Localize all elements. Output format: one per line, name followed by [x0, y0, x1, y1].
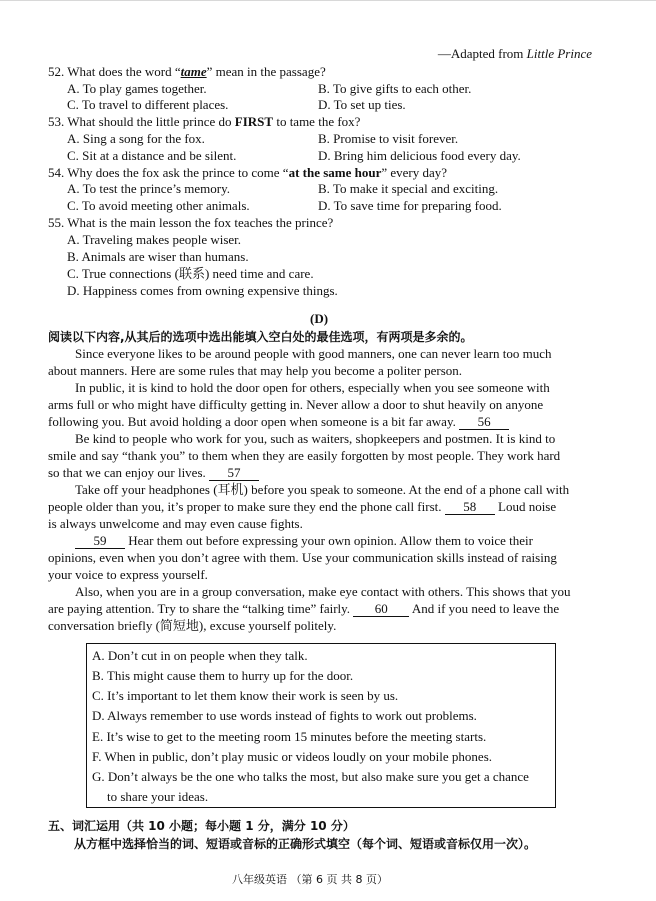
passage-p5-line1: 59 Hear them out before expressing your own opinion. Allow them to voice their	[75, 533, 533, 549]
option-box-a[interactable]: A. Don’t cut in on people when they talk.	[92, 648, 308, 663]
option-55a[interactable]: A. Traveling makes people wiser.	[67, 232, 242, 247]
passage-p3-line1: Be kind to people who work for you, such as waiters, shopkeepers and postmen. It is kind to	[75, 431, 556, 446]
option-box-c[interactable]: C. It’s important to let them know their work is seen by us.	[92, 688, 399, 703]
keyword-same-hour: at the same hour	[288, 165, 382, 180]
option-54c[interactable]: C. To avoid meeting other animals.	[67, 198, 250, 213]
passage-p6-line3: conversation briefly (简短地), excuse yourself politely.	[48, 618, 337, 633]
passage-p6-line2: are paying attention. Try to share the “talking time” fairly. 60 And if you need to leave the	[48, 601, 560, 616]
section-d-instruction: 阅读以下内容,从其后的选项中选出能填入空白处的最佳选项，有两项是多余的。	[48, 330, 473, 344]
option-54b[interactable]: B. To make it special and exciting.	[318, 181, 499, 196]
option-55b[interactable]: B. Animals are wiser than humans.	[67, 249, 249, 264]
option-53b[interactable]: B. Promise to visit forever.	[318, 131, 459, 146]
section-d-title: (D)	[310, 311, 329, 326]
section-5-instruction: 从方框中选择恰当的词、短语或音标的正确形式填空（每个词、短语或音标仅用一次）。	[74, 837, 537, 851]
question-54: 54. Why does the fox ask the prince to come “at the same hour” every day?	[48, 165, 448, 180]
passage-p4-line3: is always unwelcome and may even cause fights.	[48, 516, 303, 531]
blank-56[interactable]: 56	[459, 415, 509, 430]
question-52: 52. What does the word “tame” mean in the passage?	[48, 64, 326, 79]
option-box-f[interactable]: F. When in public, don’t play music or videos loudly on your mobile phones.	[92, 749, 492, 764]
option-55c[interactable]: C. True connections (联系) need time and care.	[67, 266, 314, 281]
blank-59[interactable]: 59	[75, 534, 125, 549]
passage-p3-line2: smile and say “thank you” to them when they are easily forgotten by most people. They work hard	[48, 448, 561, 463]
option-53a[interactable]: A. Sing a song for the fox.	[67, 131, 205, 146]
keyword-tame: tame	[180, 64, 207, 79]
passage-p2-line1: In public, it is kind to hold the door open for others, especially when you see someone with	[75, 380, 550, 395]
option-53c[interactable]: C. Sit at a distance and be silent.	[67, 148, 237, 163]
page-footer: 八年级英语 （第 6 页 共 8 页）	[232, 873, 388, 886]
option-52d[interactable]: D. To set up ties.	[318, 97, 406, 112]
passage-p2-line3: following you. But avoid holding a door open when someone is a bit far away. 56	[48, 414, 509, 430]
option-box-g[interactable]: G. Don’t always be the one who talks the most, but also make sure you get a chance	[92, 769, 529, 784]
option-box-b[interactable]: B. This might cause them to hurry up for the door.	[92, 668, 354, 683]
option-box-g-cont: to share your ideas.	[107, 789, 209, 804]
keyword-first: FIRST	[234, 114, 274, 129]
passage-p5-line3: your voice to express yourself.	[48, 567, 208, 582]
question-55: 55. What is the main lesson the fox teaches the prince?	[48, 215, 334, 230]
passage-p4-line1: Take off your headphones (耳机) before you speak to someone. At the end of a phone call with	[75, 482, 570, 497]
passage-p2-line2: arms full or who might have difficulty getting in. Never allow a door to shut heavily on anyone	[48, 397, 544, 412]
passage-p3-line3: so that we can enjoy our lives. 57	[48, 465, 259, 481]
option-52a[interactable]: A. To play games together.	[67, 81, 207, 96]
option-52b[interactable]: B. To give gifts to each other.	[318, 81, 472, 96]
source-title: Little Prince	[526, 46, 592, 61]
option-53d[interactable]: D. Bring him delicious food every day.	[318, 148, 521, 163]
passage-p6-line1: Also, when you are in a group conversation, make eye contact with others. This shows that you	[75, 584, 571, 599]
source-line: —Adapted from Little Prince	[437, 46, 592, 61]
section-5-title: 五、词汇运用（共 10 小题；每小题 1 分，满分 10 分）	[48, 819, 355, 833]
option-52c[interactable]: C. To travel to different places.	[67, 97, 229, 112]
passage-p1-line2: about manners. Here are some rules that may help you become a politer person.	[48, 363, 463, 378]
passage-p5-line2: opinions, even when you don’t agree with them. Use your communication skills instead of raising	[48, 550, 557, 565]
option-54d[interactable]: D. To save time for preparing food.	[318, 198, 502, 213]
blank-57[interactable]: 57	[209, 466, 259, 481]
top-edge	[0, 0, 656, 1]
option-55d[interactable]: D. Happiness comes from owning expensive things.	[67, 283, 338, 298]
passage-p1-line1: Since everyone likes to be around people with good manners, one can never learn too much	[75, 346, 552, 361]
option-54a[interactable]: A. To test the prince’s memory.	[67, 181, 231, 196]
option-box-d[interactable]: D. Always remember to use words instead of fights to work out problems.	[92, 708, 477, 723]
option-box-e[interactable]: E. It’s wise to get to the meeting room 15 minutes before the meeting starts.	[92, 729, 487, 744]
blank-58[interactable]: 58	[445, 500, 495, 515]
passage-p4-line2: people older than you, it’s proper to make sure they end the phone call first. 58 Loud noise	[48, 499, 557, 514]
question-53: 53. What should the little prince do FIRST to tame the fox?	[48, 114, 361, 129]
blank-60[interactable]: 60	[353, 602, 409, 617]
